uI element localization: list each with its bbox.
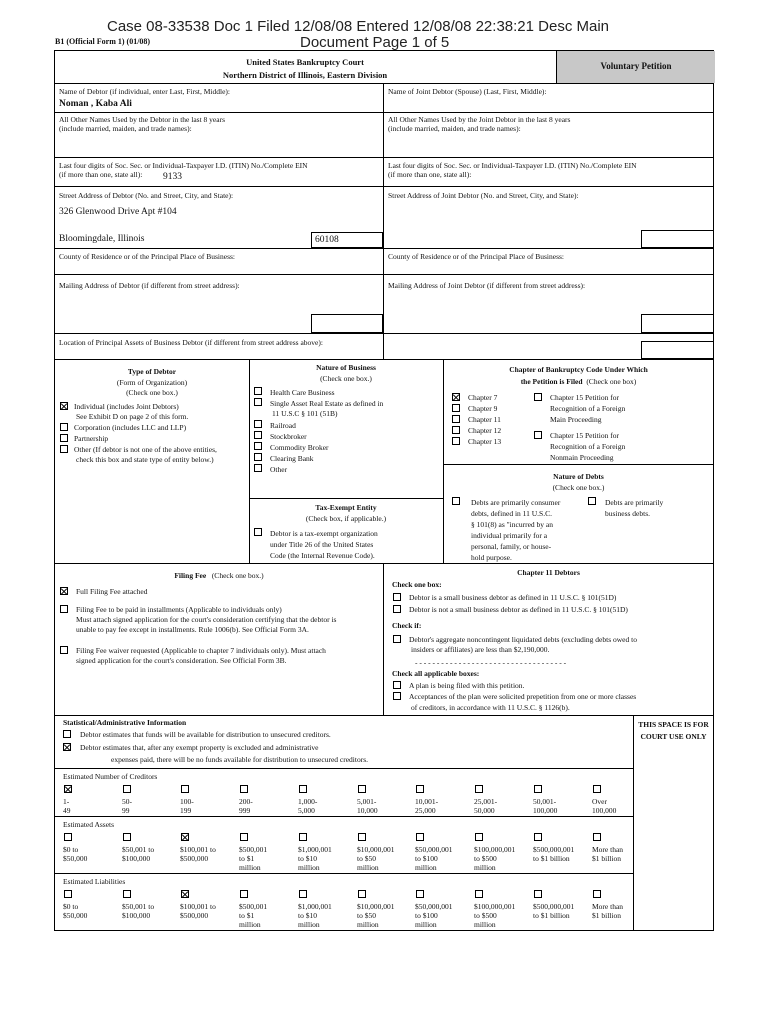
liabilities-option-checkbox[interactable]: [64, 890, 72, 898]
liabilities-option-label: $500,000: [180, 911, 209, 920]
consumer-debts-label-2: debts, defined in 11 U.S.C.: [471, 509, 552, 518]
liabilities-option-label: to $1 billion: [533, 911, 570, 920]
creditors-option-label: 50,000: [474, 806, 495, 815]
assets-option-label: $500,000: [180, 854, 209, 863]
business-debts-label-2: business debts.: [605, 509, 650, 518]
liabilities-option-label: $500,001: [239, 902, 268, 911]
assets-option-label: $1 billion: [592, 854, 621, 863]
ch11-title: Chapter 11 Debtors: [517, 568, 580, 577]
liabilities-option-label: million: [415, 920, 437, 929]
installments-checkbox[interactable]: [60, 605, 68, 613]
chapter-12-checkbox[interactable]: [452, 426, 460, 434]
petition-type: Voluntary Petition: [600, 61, 672, 71]
case-header-line2: Document Page 1 of 5: [300, 34, 450, 51]
assets-option-label: $100,000,001: [474, 845, 516, 854]
individual-checkbox[interactable]: [60, 402, 68, 410]
assets-option-checkbox[interactable]: [593, 833, 601, 841]
liabilities-option-label: $50,001 to: [122, 902, 155, 911]
court-use-label-2: COURT USE ONLY: [640, 732, 707, 741]
fee-waiver-label-2: signed application for the court's consideration. See Official Form 3B.: [76, 656, 287, 665]
chapter-15-nonmain-label: Chapter 15 Petition for: [550, 431, 619, 440]
chapter-13-checkbox[interactable]: [452, 437, 460, 445]
assets-option-label: to $50: [357, 854, 376, 863]
assets-option-label: million: [357, 863, 379, 872]
assets-option-label: More than: [592, 845, 624, 854]
joint-mailing-label: Mailing Address of Joint Debtor (if different from street address):: [388, 281, 586, 290]
liabilities-option-label: $50,000,001: [415, 902, 453, 911]
fee-waiver-label: Filing Fee waiver requested (Applicable to chapter 7 individuals only). Must attach: [76, 646, 326, 655]
liabilities-option-label: $100,000: [122, 911, 151, 920]
assets-option-label: $50,001 to: [122, 845, 155, 854]
railroad-checkbox[interactable]: [254, 420, 262, 428]
chapter-13-label: Chapter 13: [468, 437, 502, 446]
street-address: 326 Glenwood Drive Apt #104: [59, 207, 177, 217]
joint-debtor-name-label: Name of Joint Debtor (Spouse) (Last, First, Middle):: [388, 87, 547, 96]
consumer-debts-checkbox[interactable]: [452, 497, 460, 505]
clearing-bank-label: Clearing Bank: [270, 454, 314, 463]
creditors-option-label: 100,000: [592, 806, 617, 815]
stats-title: Statistical/Administrative Information: [63, 718, 187, 727]
nature-business-title: Nature of Business: [316, 363, 376, 372]
creditors-option-label: 1-: [63, 797, 70, 806]
business-debts-checkbox[interactable]: [588, 497, 596, 505]
business-debts-label: Debts are primarily: [605, 498, 664, 507]
creditors-option-label: 50-: [122, 797, 132, 806]
creditors-option-label: 100,000: [533, 806, 558, 815]
assets-option-label: $500,001: [239, 845, 268, 854]
funds-available-label: Debtor estimates that funds will be available for distribution to unsecured creditors.: [80, 730, 331, 739]
liabilities-option-label: $0 to: [63, 902, 79, 911]
health-care-label: Health Care Business: [270, 388, 335, 397]
funds-available-checkbox[interactable]: [63, 730, 71, 738]
liabilities-option-label: $1 billion: [592, 911, 621, 920]
chapter-title-2: the Petition is Filed (Check one box): [520, 377, 637, 386]
clearing-bank-checkbox[interactable]: [254, 453, 262, 461]
joint-mailing-zip-box: [641, 314, 714, 333]
liabilities-option-label: million: [239, 920, 261, 929]
dashed-divider: - - - - - - - - - - - - - - - - - - - - - - - - - - - - - - - - - - -: [415, 658, 567, 667]
debtor-name-label: Name of Debtor (if individual, enter Last, First, Middle):: [59, 87, 231, 96]
tax-exempt-title: Tax-Exempt Entity: [315, 503, 377, 512]
creditors-option-label: 199: [180, 806, 192, 815]
liabilities-option-checkbox[interactable]: [240, 890, 248, 898]
liabilities-option-label: million: [474, 920, 496, 929]
creditors-option-checkbox[interactable]: [181, 785, 189, 793]
assets-option-checkbox[interactable]: [240, 833, 248, 841]
liabilities-option-checkbox[interactable]: [593, 890, 601, 898]
creditors-option-label: 50,001-: [533, 797, 557, 806]
consumer-debts-label-5: personal, family, or house-: [471, 542, 552, 551]
liabilities-option-label: $50,000: [63, 911, 88, 920]
installments-label-2: Must attach signed application for the court's consideration certifying that the debtor is: [76, 615, 337, 624]
creditors-option-checkbox[interactable]: [534, 785, 542, 793]
other-entity-checkbox[interactable]: [60, 445, 68, 453]
liabilities-option-label: million: [357, 920, 379, 929]
creditors-option-label: 25,001-: [474, 797, 498, 806]
assets-option-label: $10,000,001: [357, 845, 395, 854]
ch11-check-one: Check one box:: [392, 580, 442, 589]
other-entity-label-2: check this box and state type of entity below.): [76, 455, 214, 464]
other-business-label: Other: [270, 465, 288, 474]
tax-exempt-line3: Code (the Internal Revenue Code).: [270, 551, 375, 560]
chapter-15-main-label-2: Recognition of a Foreign: [550, 404, 626, 413]
nature-business-sub: (Check one box.): [320, 374, 372, 383]
assets-option-checkbox[interactable]: [416, 833, 424, 841]
assets-option-label: million: [298, 863, 320, 872]
nature-debts-sub: (Check one box.): [552, 483, 605, 492]
acceptances-label: Acceptances of the plan were solicited prepetition from one or more classes: [409, 692, 637, 701]
other-entity-label: Other (If debtor is not one of the above entities,: [74, 445, 217, 454]
joint-street-label: Street Address of Joint Debtor (No. and Street, City, and State):: [388, 191, 579, 200]
creditors-option-label: 25,000: [415, 806, 436, 815]
health-care-checkbox[interactable]: [254, 387, 262, 395]
joint-ssn-label-2: (if more than one, state all):: [388, 170, 472, 179]
single-asset-label-2: 11 U.S.C § 101 (51B): [272, 409, 338, 418]
chapter-15-nonmain-label-3: Nonmain Proceeding: [550, 453, 614, 462]
tax-exempt-checkbox[interactable]: [254, 528, 262, 536]
creditors-option-label: 1,000-: [298, 797, 318, 806]
no-funds-checkbox[interactable]: [63, 743, 71, 751]
small-business-checkbox[interactable]: [393, 593, 401, 601]
partnership-checkbox[interactable]: [60, 434, 68, 442]
assets-option-label: to $10: [298, 854, 317, 863]
chapter-9-checkbox[interactable]: [452, 404, 460, 412]
ssn-value: 9133: [163, 172, 182, 182]
liabilities-option-checkbox[interactable]: [123, 890, 131, 898]
partnership-label: Partnership: [74, 434, 109, 443]
assets-option-checkbox[interactable]: [123, 833, 131, 841]
assets-title: Estimated Assets: [63, 820, 115, 829]
creditors-option-label: 10,000: [357, 806, 378, 815]
single-asset-label: Single Asset Real Estate as defined in: [270, 399, 384, 408]
mailing-zip-box: [311, 314, 383, 333]
liabilities-option-label: $500,000,001: [533, 902, 575, 911]
aggregate-debts-label-2: insiders or affiliates) are less than $2,190,000.: [411, 645, 550, 654]
assets-option-checkbox[interactable]: [64, 833, 72, 841]
assets-option-checkbox[interactable]: [534, 833, 542, 841]
location-zip-box: [641, 341, 714, 359]
chapter-7-checkbox[interactable]: [452, 393, 460, 401]
exhibit-d-note: See Exhibit D on page 2 of this form.: [76, 412, 189, 421]
court-district: Northern District of Illinois, Eastern Division: [222, 70, 388, 80]
not-small-business-checkbox[interactable]: [393, 605, 401, 613]
liabilities-option-label: $100,001 to: [180, 902, 216, 911]
creditors-option-checkbox[interactable]: [593, 785, 601, 793]
creditors-option-checkbox[interactable]: [240, 785, 248, 793]
joint-other-names-label: All Other Names Used by the Joint Debtor in the last 8 years: [388, 115, 571, 124]
aggregate-debts-label: Debtor's aggregate noncontingent liquidated debts (excluding debts owed to: [409, 635, 637, 644]
chapter-15-nonmain-label-2: Recognition of a Foreign: [550, 442, 626, 451]
creditors-option-checkbox[interactable]: [358, 785, 366, 793]
assets-option-label: million: [239, 863, 261, 872]
ch11-check-if: Check if:: [392, 621, 422, 630]
assets-option-checkbox[interactable]: [475, 833, 483, 841]
liabilities-option-label: More than: [592, 902, 624, 911]
chapter-15-main-checkbox[interactable]: [534, 393, 542, 401]
creditors-option-label: 49: [63, 806, 71, 815]
full-fee-checkbox[interactable]: [60, 587, 68, 595]
assets-option-checkbox[interactable]: [358, 833, 366, 841]
liabilities-option-label: to $500: [474, 911, 497, 920]
joint-other-names-label-2: (include married, maiden, and trade names):: [388, 124, 521, 133]
no-funds-label: Debtor estimates that, after any exempt property is excluded and administrative: [80, 743, 319, 752]
liabilities-option-label: $1,000,001: [298, 902, 332, 911]
assets-option-label: to $1 billion: [533, 854, 570, 863]
plan-filed-label: A plan is being filed with this petition.: [409, 681, 525, 690]
aggregate-debts-checkbox[interactable]: [393, 635, 401, 643]
assets-option-label: $50,000,001: [415, 845, 453, 854]
location-assets-label: Location of Principal Assets of Business Debtor (if different from street address above):: [59, 338, 323, 347]
tax-exempt-line2: under Title 26 of the United States: [270, 540, 374, 549]
assets-option-checkbox[interactable]: [299, 833, 307, 841]
liabilities-option-checkbox[interactable]: [475, 890, 483, 898]
liabilities-option-checkbox[interactable]: [299, 890, 307, 898]
stockbroker-label: Stockbroker: [270, 432, 307, 441]
assets-option-label: $0 to: [63, 845, 79, 854]
nature-debts-title: Nature of Debts: [553, 472, 604, 481]
assets-option-label: $1,000,001: [298, 845, 332, 854]
petition-type-banner: [556, 51, 715, 83]
debtor-name: Noman , Kaba Ali: [59, 99, 132, 109]
commodity-broker-checkbox[interactable]: [254, 442, 262, 450]
tax-exempt-sub: (Check box, if applicable.): [305, 514, 387, 523]
assets-option-label: to $1: [239, 854, 255, 863]
liabilities-option-checkbox[interactable]: [416, 890, 424, 898]
assets-option-label: $500,000,001: [533, 845, 575, 854]
assets-option-label: to $500: [474, 854, 497, 863]
liabilities-option-checkbox[interactable]: [181, 890, 189, 898]
small-business-label: Debtor is a small business debtor as defined in 11 U.S.C. § 101(51D): [409, 593, 617, 602]
type-debtor-title: Type of Debtor: [127, 367, 177, 376]
assets-option-label: million: [474, 863, 496, 872]
liabilities-option-label: million: [298, 920, 320, 929]
other-names-label-2: (include married, maiden, and trade names):: [59, 124, 192, 133]
creditors-option-checkbox[interactable]: [123, 785, 131, 793]
court-use-label: THIS SPACE IS FOR: [638, 720, 709, 729]
creditors-option-label: Over: [592, 797, 607, 806]
consumer-debts-label: Debts are primarily consumer: [471, 498, 561, 507]
other-names-label: All Other Names Used by the Debtor in the last 8 years: [59, 115, 225, 124]
liabilities-option-label: to $100: [415, 911, 438, 920]
creditors-option-checkbox[interactable]: [416, 785, 424, 793]
creditors-option-checkbox[interactable]: [64, 785, 72, 793]
plan-filed-checkbox[interactable]: [393, 681, 401, 689]
individual-label: Individual (includes Joint Debtors): [74, 402, 179, 411]
other-business-checkbox[interactable]: [254, 464, 262, 472]
chapter-9-label: Chapter 9: [468, 404, 498, 413]
consumer-debts-label-4: individual primarily for a: [471, 531, 548, 540]
creditors-option-checkbox[interactable]: [299, 785, 307, 793]
mailing-label: Mailing Address of Debtor (if different from street address):: [59, 281, 240, 290]
no-funds-label-2: expenses paid, there will be no funds available for distribution to unsecured creditors.: [111, 755, 369, 764]
liabilities-option-label: to $50: [357, 911, 376, 920]
street-label: Street Address of Debtor (No. and Street, City, and State):: [59, 191, 234, 200]
joint-county-label: County of Residence or of the Principal Place of Business:: [388, 252, 565, 261]
commodity-broker-label: Commodity Broker: [270, 443, 329, 452]
joint-zip-box: [641, 230, 714, 248]
corporation-label: Corporation (includes LLC and LLP): [74, 423, 187, 432]
case-header-line1: Case 08-33538 Doc 1 Filed 12/08/08 Entered 12/08/08 22:38:21 Desc Main: [107, 18, 610, 35]
acceptances-checkbox[interactable]: [393, 692, 401, 700]
creditors-option-label: 5,001-: [357, 797, 377, 806]
creditors-option-label: 10,001-: [415, 797, 439, 806]
tax-exempt-line1: Debtor is a tax-exempt organization: [270, 529, 378, 538]
installments-label: Filing Fee to be paid in installments (Applicable to individuals only): [76, 605, 282, 614]
acceptances-label-2: of creditors, in accordance with 11 U.S.C. § 1126(b).: [411, 703, 570, 712]
corporation-checkbox[interactable]: [60, 423, 68, 431]
fee-waiver-checkbox[interactable]: [60, 646, 68, 654]
ssn-label: Last four digits of Soc. Sec. or Individual-Taxpayer I.D. (ITIN) No./Complete EIN: [59, 161, 308, 170]
chapter-15-main-label: Chapter 15 Petition for: [550, 393, 619, 402]
chapter-15-nonmain-checkbox[interactable]: [534, 431, 542, 439]
creditors-option-checkbox[interactable]: [475, 785, 483, 793]
consumer-debts-label-6: hold purpose.: [471, 553, 512, 562]
assets-option-label: $100,000: [122, 854, 151, 863]
creditors-option-label: 99: [122, 806, 130, 815]
not-small-business-label: Debtor is not a small business debtor as defined in 11 U.S.C. § 101(51D): [409, 605, 628, 614]
type-debtor-sub2: (Check one box.): [126, 388, 178, 397]
liabilities-option-label: $100,000,001: [474, 902, 516, 911]
ssn-label-2: (if more than one, state all):: [59, 170, 143, 179]
zip-code: 60108: [315, 235, 339, 245]
liabilities-option-label: to $1: [239, 911, 255, 920]
creditors-option-label: 100-: [180, 797, 194, 806]
ch11-check-all: Check all applicable boxes:: [392, 669, 480, 678]
assets-option-checkbox[interactable]: [181, 833, 189, 841]
chapter-12-label: Chapter 12: [468, 426, 502, 435]
liabilities-option-label: $10,000,001: [357, 902, 395, 911]
liabilities-option-checkbox[interactable]: [358, 890, 366, 898]
installments-label-3: unable to pay fee except in installments. Rule 1006(b). See Official Form 3A.: [76, 625, 309, 634]
voluntary-petition-form: [54, 50, 714, 931]
creditors-option-label: 5,000: [298, 806, 315, 815]
chapter-11-label: Chapter 11: [468, 415, 501, 424]
chapter-7-label: Chapter 7: [468, 393, 498, 402]
railroad-label: Railroad: [270, 421, 296, 430]
joint-ssn-label: Last four digits of Soc. Sec. or Individual-Taxpayer I.D. (ITIN) No./Complete EIN: [388, 161, 637, 170]
chapter-11-checkbox[interactable]: [452, 415, 460, 423]
full-fee-label: Full Filing Fee attached: [76, 587, 148, 596]
assets-option-label: to $100: [415, 854, 438, 863]
county-label: County of Residence or of the Principal Place of Business:: [59, 252, 236, 261]
type-debtor-sub: (Form of Organization): [116, 378, 188, 387]
chapter-title: Chapter of Bankruptcy Code Under Which: [509, 365, 648, 374]
assets-option-label: $50,000: [63, 854, 88, 863]
liabilities-title: Estimated Liabilities: [63, 877, 126, 886]
creditors-option-label: 200-: [239, 797, 253, 806]
stockbroker-checkbox[interactable]: [254, 431, 262, 439]
creditors-option-label: 999: [239, 806, 251, 815]
city-state: Bloomingdale, Illinois: [59, 234, 145, 244]
creditors-title: Estimated Number of Creditors: [63, 772, 158, 781]
consumer-debts-label-3: § 101(8) as "incurred by an: [471, 520, 553, 529]
single-asset-checkbox[interactable]: [254, 398, 262, 406]
chapter-15-main-label-3: Main Proceeding: [550, 415, 602, 424]
assets-option-label: million: [415, 863, 437, 872]
form-id: B1 (Official Form 1) (01/08): [55, 37, 151, 46]
assets-option-label: $100,001 to: [180, 845, 216, 854]
filing-fee-title: Filing Fee (Check one box.): [174, 571, 264, 580]
court-name: United States Bankruptcy Court: [246, 57, 364, 67]
liabilities-option-label: to $10: [298, 911, 317, 920]
liabilities-option-checkbox[interactable]: [534, 890, 542, 898]
